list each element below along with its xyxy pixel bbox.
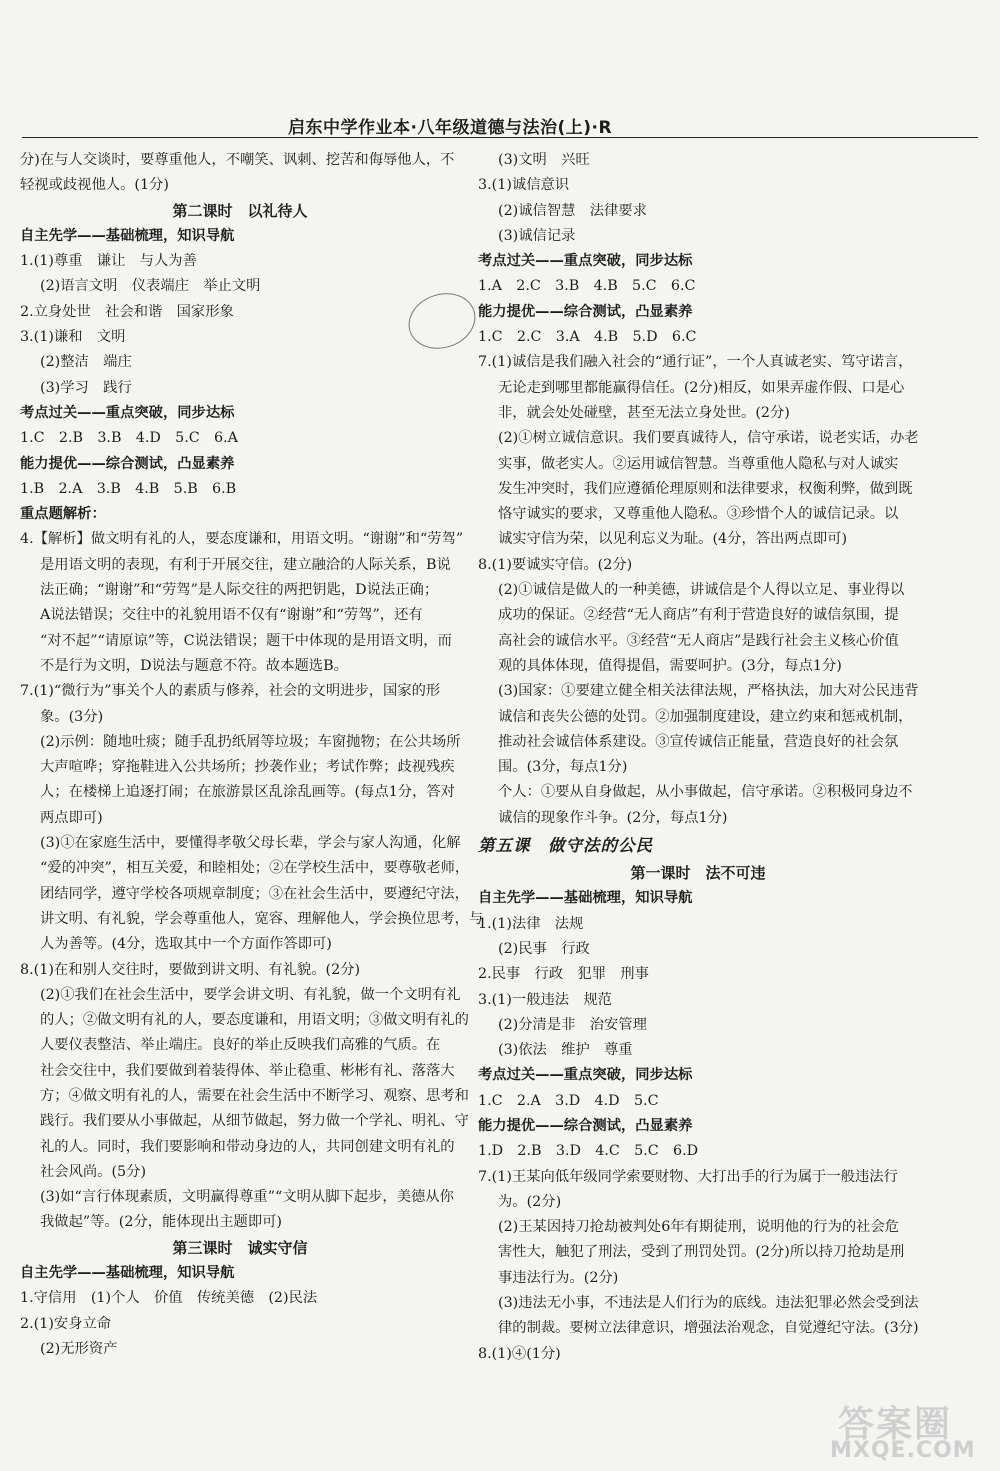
right-column-line: 害性大，触犯了刑法，受到了刑罚处罚。(2分)所以持刀抢劫是刑 bbox=[498, 1244, 905, 1261]
right-column bbox=[478, 148, 918, 1367]
left-column-line: (2)无形资产 bbox=[40, 1340, 118, 1357]
left-column-line: 1.守信用 (1)个人 价值 传统美德 (2)民法 bbox=[20, 1290, 318, 1307]
left-column-line: (3)如“言行体现素质，文明赢得尊重”“文明从脚下起步，美德从你 bbox=[40, 1189, 454, 1206]
right-column-line: 恪守诚实的要求，又尊重他人隐私。③珍惜个人的诚信记录。以 bbox=[498, 506, 899, 523]
left-column-line: A说法错误；交往中的礼貌用语不仅有“谢谢”和“劳驾”，还有 bbox=[40, 607, 423, 624]
right-column-line: 能力提优——综合测试，凸显素养 bbox=[478, 1117, 693, 1134]
left-column-line: 我做起”等。(2分，能体现出主题即可) bbox=[40, 1214, 283, 1231]
left-column-line: 社会风尚。(5分) bbox=[40, 1163, 147, 1180]
left-column-line: 1.C 2.B 3.B 4.D 5.C 6.A bbox=[20, 430, 239, 447]
right-column-line: 1.D 2.B 3.D 4.C 5.C 6.D bbox=[478, 1143, 699, 1160]
left-column-line: 大声喧哗；穿拖鞋进入公共场所；抄袭作业；考试作弊；歧视残疾 bbox=[40, 759, 455, 776]
left-column-line: 2.(1)安身立命 bbox=[20, 1315, 112, 1332]
left-column-line: 社会交往中，我们要做到着装得体、举止稳重、彬彬有礼、落落大 bbox=[40, 1062, 455, 1079]
right-column-line: 实事，做老实人。②运用诚信智慧。当尊重他人隐私与对人诚实 bbox=[498, 455, 899, 472]
left-column-line: 自主先学——基础梳理，知识导航 bbox=[20, 1265, 235, 1282]
left-column-line: 自主先学——基础梳理，知识导航 bbox=[20, 227, 235, 244]
right-column-line: 律的制裁。要树立法律意识，增强法治观念，自觉遵纪守法。(3分) bbox=[498, 1320, 919, 1337]
left-column-line: 团结同学，遵守学校各项规章制度；③在社会生活中，要遵纪守法， bbox=[40, 885, 469, 902]
left-column-line: 7.(1)“微行为”事关个人的素质与修养，社会的文明进步，国家的形 bbox=[20, 683, 441, 700]
left-column-line: “爱的冲突”，相互关爱，和睦相处；②在学校生活中，要尊敬老师， bbox=[40, 860, 470, 877]
left-column-line: 2.立身处世 社会和谐 国家形象 bbox=[20, 303, 234, 320]
right-column-line: 围。(3分，每点1分) bbox=[498, 759, 628, 776]
page-title: 启东中学作业本·八年级道德与法治(上)·R bbox=[288, 118, 613, 138]
right-column-line: (3)国家：①要建立健全相关法律法规，严格执法，加大对公民违背 bbox=[498, 683, 919, 700]
right-column-line: 1.(1)法律 法规 bbox=[478, 915, 584, 932]
watermark-logo bbox=[830, 1396, 990, 1466]
right-column-line: (2)王某因持刀抢劫被判处6年有期徒刑，说明他的行为的社会危 bbox=[498, 1219, 900, 1236]
left-column-line: 的人；②做文明有礼的人，要态度谦和，用语文明；③做文明有礼的 bbox=[40, 1012, 469, 1029]
right-column-line: (2)①树立诚信意识。我们要真诚待人，信守承诺，说老实话，办老 bbox=[498, 430, 919, 447]
left-column-line: 人为善等。(4分，选取其中一个方面作答即可) bbox=[40, 936, 332, 953]
right-column-line: 7.(1)诚信是我们融入社会的“通行证”，一个人真诚老实、笃守诺言， bbox=[478, 354, 913, 371]
right-column-line: 考点过关——重点突破，同步达标 bbox=[478, 1067, 693, 1084]
right-column-line: 8.(1)要诚实守信。(2分) bbox=[478, 556, 633, 573]
left-column-line: 能力提优——综合测试，凸显素养 bbox=[20, 455, 235, 472]
right-column-line: 7.(1)王某向低年级同学索要财物、大打出手的行为属于一般违法行 bbox=[478, 1168, 898, 1185]
left-column-line: 重点题解析： bbox=[20, 506, 106, 523]
left-column-line: 人；在楼梯上追逐打闹；在旅游景区乱涂乱画等。(每点1分，答对 bbox=[40, 784, 455, 801]
right-column-line: 1.C 2.A 3.D 4.D 5.C bbox=[478, 1092, 659, 1109]
right-column-line: 3.(1)一般违法 规范 bbox=[478, 991, 612, 1008]
right-column-line: 考点过关——重点突破，同步达标 bbox=[478, 253, 693, 270]
right-column-line: 观的具体体现，值得提倡，需要呵护。(3分，每点1分) bbox=[498, 657, 842, 674]
right-column-line: 3.(1)诚信意识 bbox=[478, 177, 570, 194]
right-column-line: 8.(1)④(1分) bbox=[478, 1345, 561, 1362]
left-column-line: 是用语文明的表现，有利于开展交往，建立融洽的人际关系，B说 bbox=[40, 556, 451, 573]
right-column-line: 非，就会处处碰壁，甚至无法立身处世。(2分) bbox=[498, 404, 790, 421]
right-column-line: 推动社会诚信体系建设。③宣传诚信正能量，营造良好的社会氛 bbox=[498, 733, 899, 750]
left-column-line: (2)示例：随地吐痰；随手乱扔纸屑等垃圾；车窗抛物；在公共场所 bbox=[40, 733, 461, 750]
left-column-line: (3)学习 践行 bbox=[40, 379, 132, 396]
left-column-line: 第二课时 以礼待人 bbox=[172, 201, 308, 220]
left-column-line: 轻视或歧视他人。(1分) bbox=[20, 177, 169, 194]
header-rule bbox=[22, 137, 978, 138]
page-header bbox=[0, 113, 1000, 137]
right-column-line: 高社会的诚信水平。③经营“无人商店”是践行社会主义核心价值 bbox=[498, 632, 899, 649]
right-column-line: 无论走到哪里都能赢得信任。(2分)相反，如果弄虚作假、口是心 bbox=[498, 379, 905, 396]
watermark-line2: MXQE.COM bbox=[830, 1438, 976, 1463]
left-column-line: “对不起”“请原谅”等，C说法错误；题干中体现的是用语文明，而 bbox=[40, 632, 452, 649]
watermark-line1: 答案圈 bbox=[838, 1404, 953, 1445]
right-column-line: 第一课时 法不可违 bbox=[630, 864, 766, 883]
left-column-line: (3)①在家庭生活中，要懂得孝敬父母长辈，学会与家人沟通，化解 bbox=[40, 835, 461, 852]
right-column-line: 1.A 2.C 3.B 4.B 5.C 6.C bbox=[478, 278, 696, 295]
left-column-line: 4.【解析】做文明有礼的人，要态度谦和，用语文明。“谢谢”和“劳驾” bbox=[20, 531, 464, 548]
left-column-line: 1.B 2.A 3.B 4.B 5.B 6.B bbox=[20, 480, 237, 497]
left-column-line: 1.(1)尊重 谦让 与人为善 bbox=[20, 253, 197, 270]
right-column-line: (2)诚信智慧 法律要求 bbox=[498, 202, 647, 219]
right-column-line: (3)文明 兴旺 bbox=[498, 152, 590, 168]
right-column-line: (2)①诚信是做人的一种美德，讲诚信是个人得以立足、事业得以 bbox=[498, 582, 905, 599]
left-column-line: (2)①我们在社会生活中，要学会讲文明、有礼貌，做一个文明有礼 bbox=[40, 986, 461, 1003]
left-column bbox=[20, 148, 484, 1362]
right-column-line: (3)诚信记录 bbox=[498, 227, 576, 244]
right-column-line: (2)民事 行政 bbox=[498, 940, 590, 957]
right-column-line: 1.C 2.C 3.A 4.B 5.D 6.C bbox=[478, 329, 697, 346]
right-column-line: (3)依法 维护 尊重 bbox=[498, 1042, 633, 1059]
left-column-line: 讲文明、有礼貌，学会尊重他人，宽容、理解他人，学会换位思考，与 bbox=[40, 910, 484, 927]
left-column-line: 两点即可) bbox=[40, 809, 103, 826]
left-column-line: 3.(1)谦和 文明 bbox=[20, 329, 126, 346]
left-column-line: (2)语言文明 仪表端庄 举止文明 bbox=[40, 278, 261, 295]
right-column-line: 诚信和丧失公德的处罚。②加强制度建设，建立约束和惩戒机制， bbox=[498, 708, 913, 725]
right-column-line: 个人：①要从自身做起，从小事做起，信守承诺。②积极同身边不 bbox=[498, 784, 913, 801]
right-column-line: 诚实守信为荣，以见利忘义为耻。(4分，答出两点即可) bbox=[498, 531, 848, 548]
left-column-line: 践行。我们要从小事做起，从细节做起，努力做一个学礼、明礼、守 bbox=[40, 1113, 469, 1130]
left-column-line: 礼的人。同时，我们要影响和带动身边的人，共同创建文明有礼的 bbox=[40, 1138, 455, 1155]
right-column-line: 自主先学——基础梳理，知识导航 bbox=[478, 890, 693, 907]
right-column-line: 诚信的现象作斗争。(2分，每点1分) bbox=[498, 809, 728, 826]
right-column-line: 能力提优——综合测试，凸显素养 bbox=[478, 303, 693, 320]
right-column-line: 2.民事 行政 犯罪 刑事 bbox=[478, 966, 649, 983]
right-column-line: (3)违法无小事，不违法是人们行为的底线。违法犯罪必然会受到法 bbox=[498, 1295, 919, 1312]
left-column-line: 不是行为文明，D说法与题意不符。故本题选B。 bbox=[40, 657, 348, 674]
right-column-line: 事违法行为。(2分) bbox=[498, 1269, 619, 1286]
left-column-line: 法正确；“谢谢”和“劳驾”是人际交往的两把钥匙，D说法正确； bbox=[40, 582, 439, 599]
left-column-line: 象。(3分) bbox=[40, 708, 104, 725]
right-column-line: 发生冲突时，我们应遵循伦理原则和法律要求，权衡利弊，做到既 bbox=[498, 480, 913, 497]
right-column-line: (2)分清是非 治安管理 bbox=[498, 1016, 647, 1033]
right-column-line: 第五课 做守法的公民 bbox=[478, 836, 653, 856]
left-column-line: 分)在与人交谈时，要尊重他人，不嘲笑、讽刺、挖苦和侮辱他人，不 bbox=[20, 152, 455, 168]
right-column-line: 为。(2分) bbox=[498, 1193, 562, 1210]
right-column-line: 成功的保证。②经营“无人商店”有利于营造良好的诚信氛围，提 bbox=[498, 607, 899, 624]
left-column-line: (2)整洁 端庄 bbox=[40, 354, 132, 371]
left-column-line: 方；④做文明有礼的人，需要在社会生活中不断学习、观察、思考和 bbox=[40, 1087, 469, 1104]
left-column-line: 人要仪表整洁、举止端庄。良好的举止反映我们高雅的气质。在 bbox=[40, 1037, 441, 1054]
left-column-line: 第三课时 诚实守信 bbox=[172, 1238, 308, 1257]
left-column-line: 考点过关——重点突破，同步达标 bbox=[20, 404, 235, 421]
left-column-line: 8.(1)在和别人交往时，要做到讲文明、有礼貌。(2分) bbox=[20, 961, 361, 978]
